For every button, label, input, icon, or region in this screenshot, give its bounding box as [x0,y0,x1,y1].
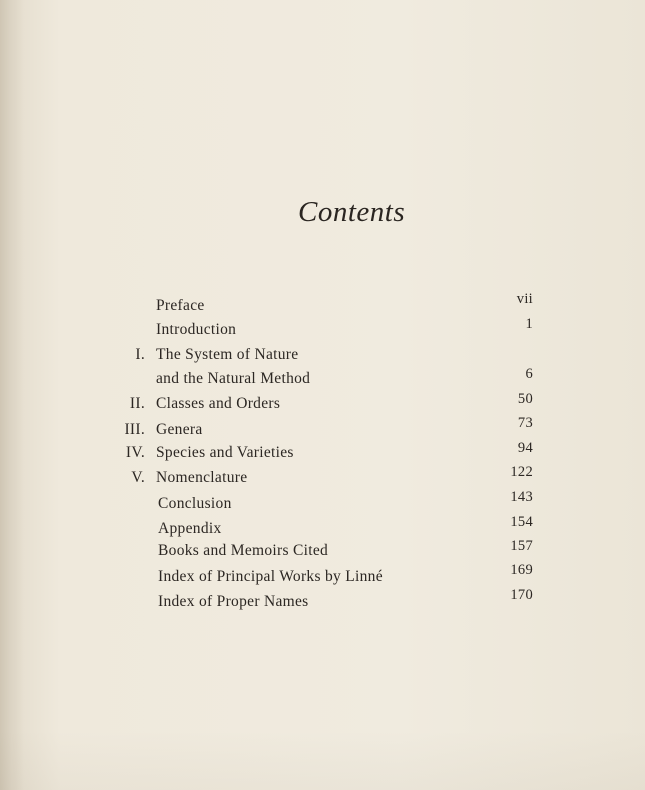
chapter-number: V. [131,469,145,486]
entry-title: Appendix [158,520,222,537]
chapter-number: II. [129,395,145,412]
page-number: vii [516,291,533,307]
entry-title: Classes and Orders [156,395,281,412]
entry-title: Conclusion [158,495,232,512]
page-number: 50 [517,391,533,407]
page-number: 143 [510,489,533,505]
page-number: 94 [517,440,533,456]
page-number: 1 [525,316,533,332]
toc-entry-chapter-1 [0,346,645,396]
entry-title: Introduction [156,321,237,338]
entry-title: Nomenclature [156,469,248,486]
page-number: 6 [525,366,533,382]
chapter-number: IV. [125,444,145,461]
page-number: 73 [517,415,533,431]
entry-title-continuation: and the Natural Method [156,370,311,387]
entry-title: Species and Varieties [156,444,294,461]
toc-entry-index-names [0,587,645,643]
page-title: Contents [298,196,406,228]
chapter-number: I. [135,346,145,363]
entry-title: Preface [156,297,205,314]
entry-title: The System of Nature [156,346,299,363]
entry-title: Index of Principal Works by Linné [158,568,383,585]
chapter-number: III. [124,421,145,438]
entry-title: Index of Proper Names [158,593,309,610]
page-number: 157 [510,538,533,554]
entry-title: Genera [156,421,203,438]
page-number: 169 [510,562,533,578]
page-number: 122 [510,464,533,480]
page-number: 154 [510,514,533,530]
entry-title: Books and Memoirs Cited [158,542,329,559]
page-number: 170 [510,587,533,603]
